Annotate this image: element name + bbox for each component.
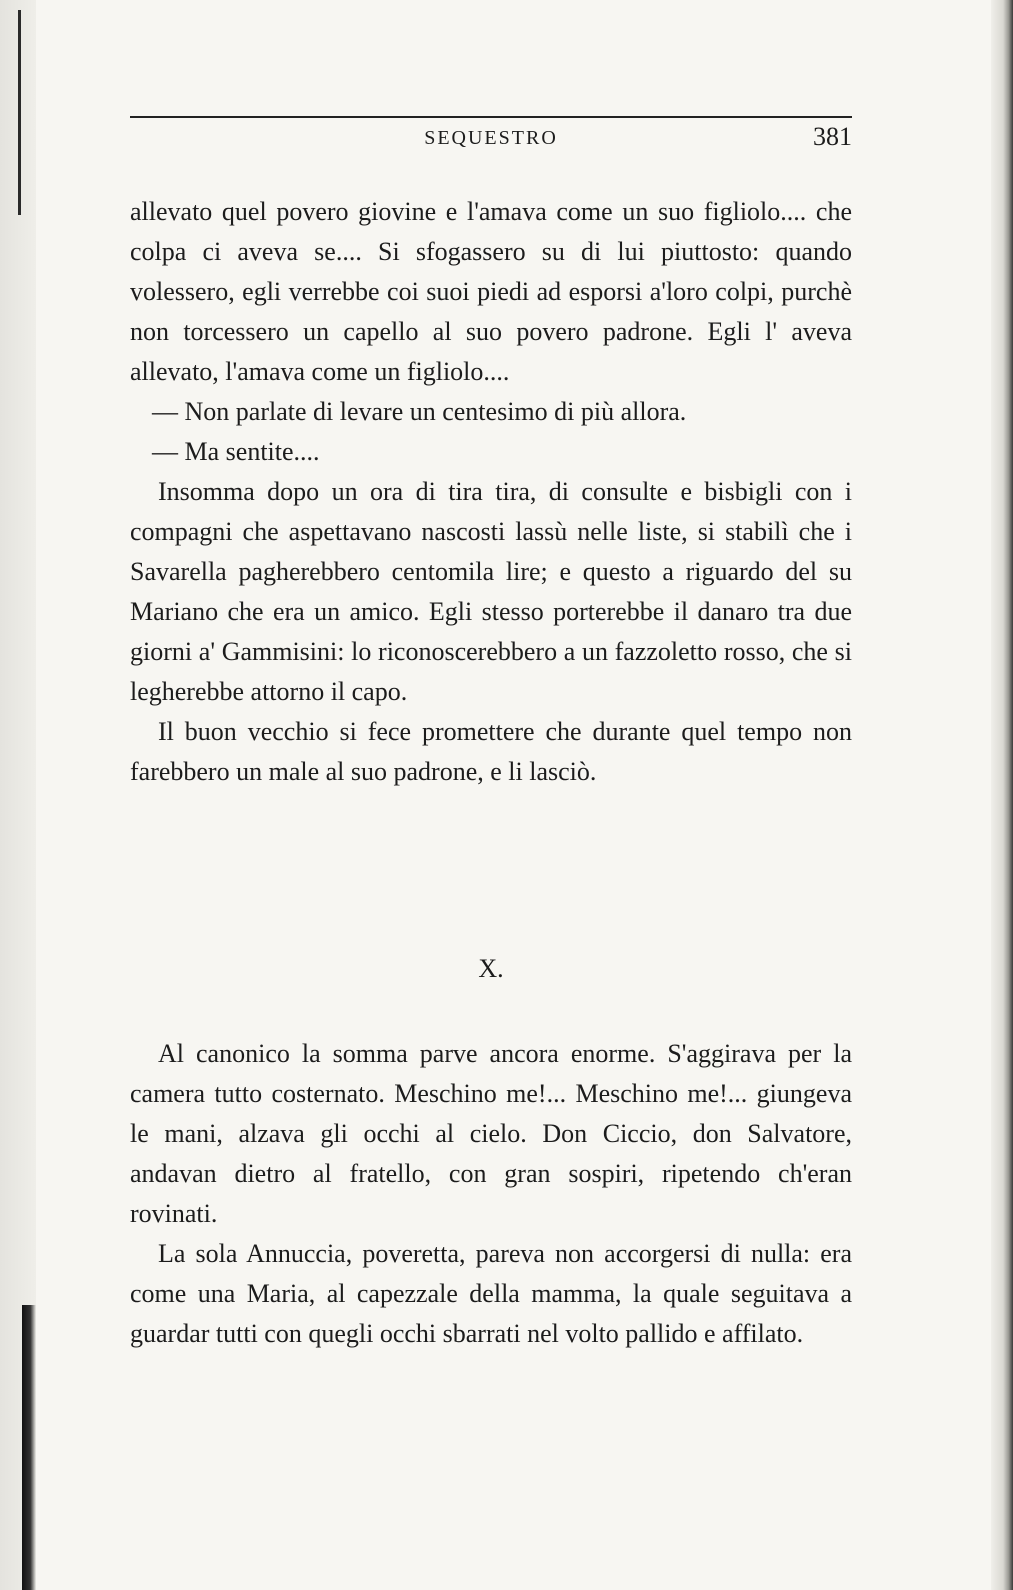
header-rule xyxy=(130,116,852,118)
paragraph: allevato quel povero giovine e l'amava come un suo figliolo.... che colpa ci aveva se.... Si sfogassero su di lui piuttosto: quando volessero, egli verrebbe coi suoi piedi ad esporsi a'loro colpi, purchè non torcessero un capello al suo povero padrone. Egli l' aveva allevato, l'amava come un figliolo.... xyxy=(130,197,852,386)
dialogue-line: — Non parlate di levare un centesimo di più allora. xyxy=(152,397,687,426)
paragraph: Il buon vecchio si fece promettere che durante quel tempo non farebbero un male al suo padrone, e li lasciò. xyxy=(130,717,852,786)
paragraph: La sola Annuccia, poveretta, pareva non accorgersi di nulla: era come una Maria, al capezzale della mamma, la quale seguitava a guardar tutti con quegli occhi sbarrati nel volto pallido e affilato. xyxy=(130,1239,852,1348)
paragraph: Al canonico la somma parve ancora enorme. S'aggirava per la camera tutto costernato. Meschino me!... Meschino me!... giungeva le mani, alzava gli occhi al cielo. Don Ciccio, don Salvatore, andavan dietro al fratello, con gran sospiri, ripetendo ch'eran rovinati. xyxy=(130,1039,852,1228)
page-number: 381 xyxy=(813,122,852,151)
dialogue-line: — Ma sentite.... xyxy=(152,437,320,466)
body-text-section-x xyxy=(130,1034,852,1354)
paragraph: Insomma dopo un ora di tira tira, di consulte e bisbigli con i compagni che aspettavano nascosti lassù nelle liste, si stabilì che i Savarella pagherebbero centomila lire; e questo a riguardo del su Mariano che era un amico. Egli stesso porterebbe il danaro tra due giorni a' Gammisini: lo riconoscerebbero a un fazzoletto rosso, che si legherebbe attorno il capo. xyxy=(130,477,852,706)
binding-shadow-bottom xyxy=(22,1305,36,1590)
section-heading: X. xyxy=(478,954,504,983)
binding-shadow-top xyxy=(18,10,21,215)
page-right-edge xyxy=(991,0,1013,1590)
running-title: SEQUESTRO xyxy=(424,127,558,149)
body-text xyxy=(130,192,852,792)
